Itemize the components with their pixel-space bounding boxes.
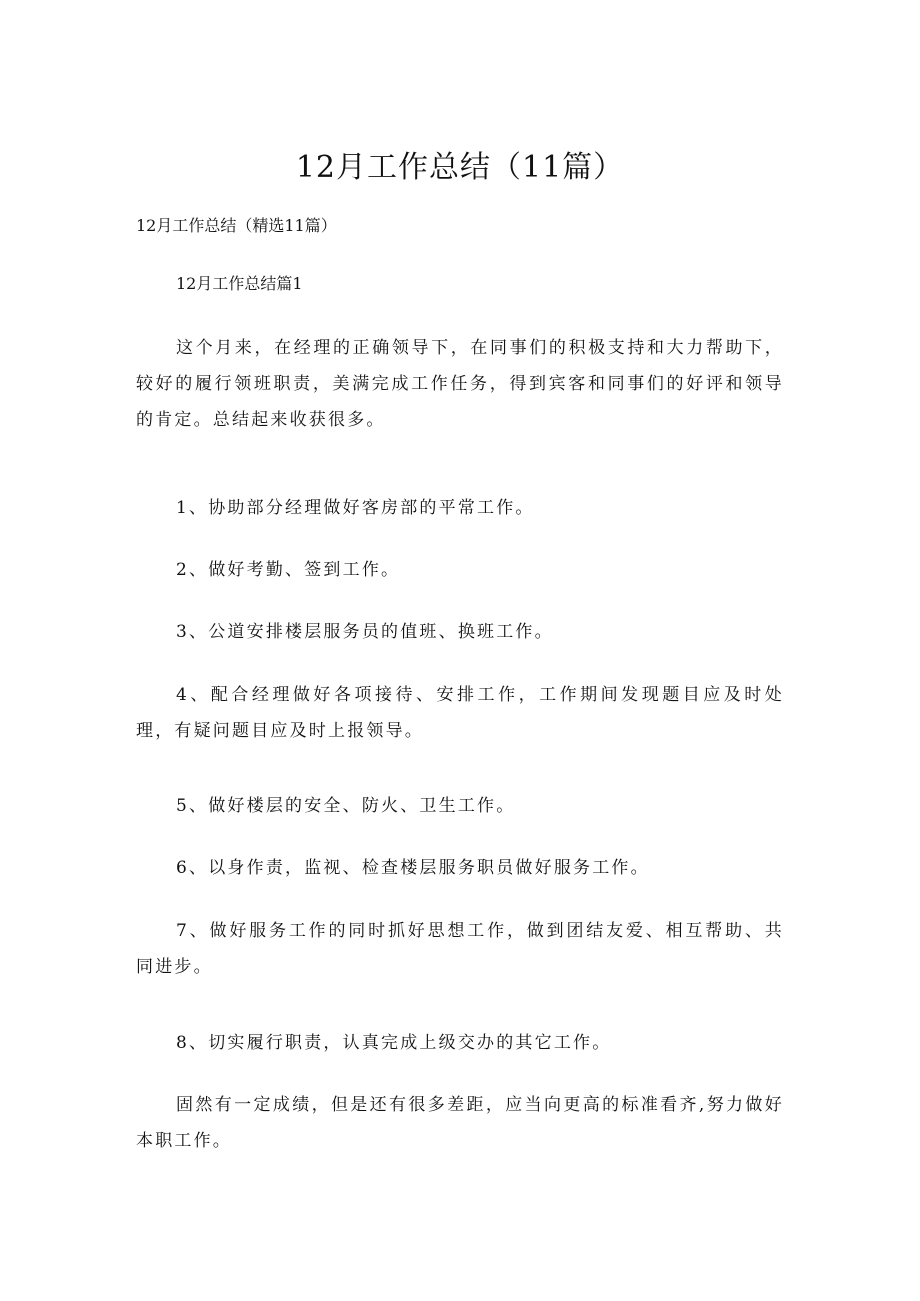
paragraph-item-2: 2、做好考勤、签到工作。 <box>176 560 401 580</box>
paragraph-item-6: 6、以身作责，监视、检查楼层服务职员做好服务工作。 <box>176 858 650 878</box>
paragraph-item-1: 1、协助部分经理做好客房部的平常工作。 <box>176 498 535 518</box>
paragraph-item-4: 4、配合经理做好各项接待、安排工作，工作期间发现题目应及时处理，有疑问题目应及时上报领导。 <box>136 685 784 741</box>
paragraph-item-8: 8、切实履行职责，认真完成上级交办的其它工作。 <box>176 1033 612 1053</box>
document-subtitle: 12月工作总结（精选11篇） <box>136 216 337 235</box>
paragraph-conclusion: 固然有一定成绩，但是还有很多差距，应当向更高的标准看齐,努力做好本职工作。 <box>136 1095 784 1151</box>
paragraph-item-7: 7、做好服务工作的同时抓好思想工作，做到团结友爱、相互帮助、共同进步。 <box>136 921 784 977</box>
paragraph-item-5: 5、做好楼层的安全、防火、卫生工作。 <box>176 796 516 816</box>
section-heading: 12月工作总结篇1 <box>176 274 303 293</box>
document-title: 12月工作总结（11篇） <box>295 150 625 185</box>
paragraph-intro: 这个月来，在经理的正确领导下，在同事们的积极支持和大力帮助下，较好的履行领班职责，美满完成工作任务，得到宾客和同事们的好评和领导的肯定。总结起来收获很多。 <box>136 338 784 430</box>
paragraph-item-3: 3、公道安排楼层服务员的值班、换班工作。 <box>176 622 554 642</box>
